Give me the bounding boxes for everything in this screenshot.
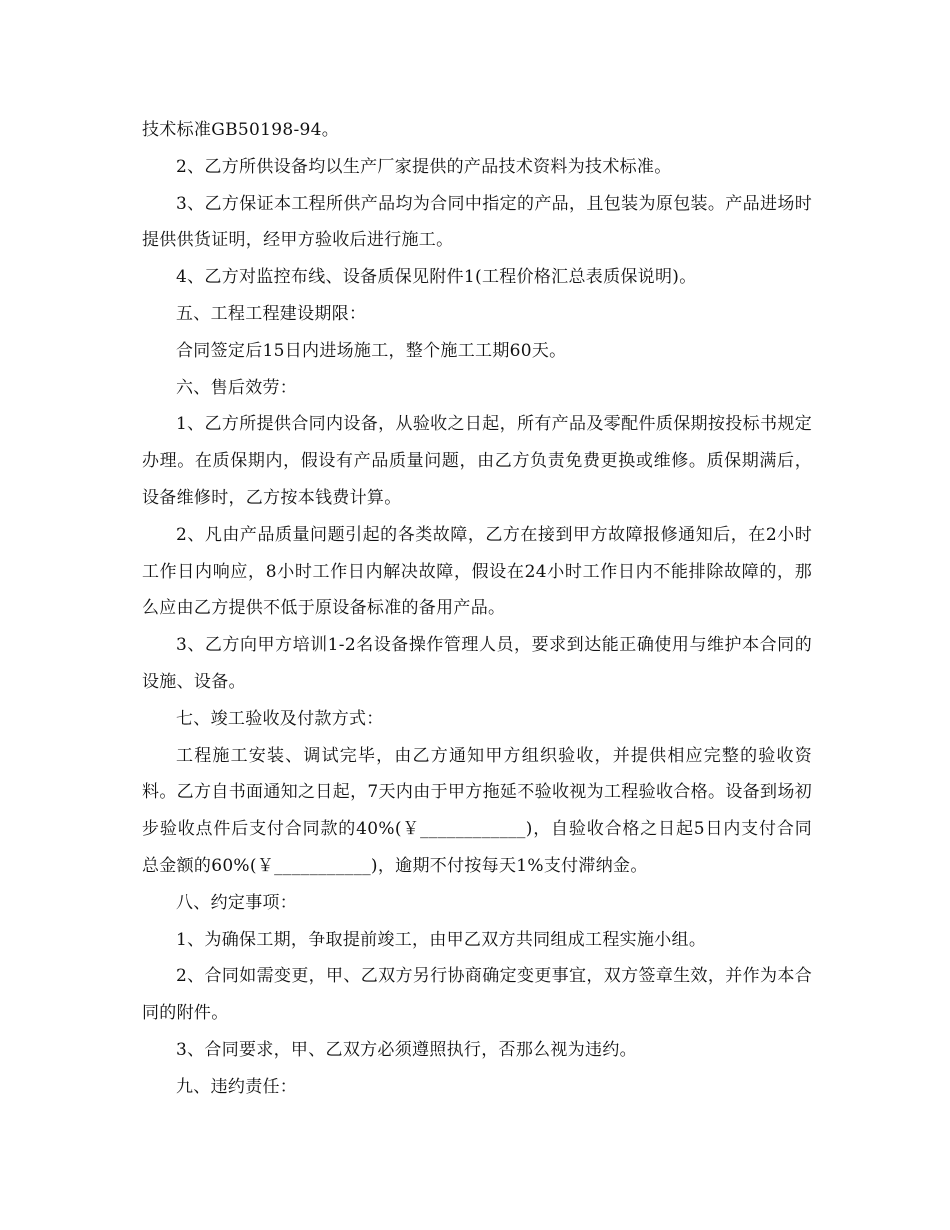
section-heading-8-agreed-matters: 八、约定事项： — [176, 892, 298, 913]
paragraph-after-sales-1: 1、乙方所提供合同内设备，从验收之日起，所有产品及零配件质保期按投标书规定办理。在质保期内，假设有产品质量问题，由乙方负责免费更换或维修。质保期满后，设备维修时，乙方按本钱费计算。 — [142, 414, 812, 508]
paragraph-agreed-matters-3: 3、合同要求，甲、乙双方必须遵照执行，否那么视为违约。 — [176, 1039, 637, 1060]
paragraph-clause-4-warranty: 4、乙方对监控布线、设备质保见附件1(工程价格汇总表质保说明)。 — [176, 267, 697, 288]
paragraph-clause-2-equipment-standard: 2、乙方所供设备均以生产厂家提供的产品技术资料为技术标准。 — [176, 156, 672, 177]
section-heading-9-liability: 九、违约责任： — [176, 1076, 298, 1097]
section-heading-5-construction-period: 五、工程工程建设期限： — [176, 303, 367, 324]
document-body — [142, 112, 812, 1106]
section-heading-7-acceptance-payment: 七、竣工验收及付款方式： — [176, 708, 384, 729]
paragraph-acceptance-payment: 工程施工安装、调试完毕，由乙方通知甲方组织验收，并提供相应完整的验收资料。乙方自书面通知之日起，7天内由于甲方拖延不验收视为工程验收合格。设备到场初步验收点件后支付合同款的40%(￥____________)，自验收合格之日起5日内支付合同总金额的60%(￥___________)，逾期不付按每天1%支付滞纳金。 — [142, 745, 812, 876]
paragraph-agreed-matters-2: 2、合同如需变更，甲、乙双方另行协商确定变更事宜，双方签章生效，并作为本合同的附件。 — [142, 966, 812, 1024]
paragraph-agreed-matters-1: 1、为确保工期，争取提前竣工，由甲乙双方共同组成工程实施小组。 — [176, 929, 707, 950]
paragraph-standard-continuation: 技术标准GB50198-94。 — [142, 120, 340, 140]
paragraph-construction-schedule: 合同签定后15日内进场施工，整个施工工期60天。 — [176, 340, 567, 361]
paragraph-after-sales-3: 3、乙方向甲方培训1-2名设备操作管理人员，要求到达能正确使用与维护本合同的设施、设备。 — [142, 635, 812, 692]
section-heading-6-after-sales: 六、售后效劳： — [176, 377, 298, 398]
paragraph-after-sales-2: 2、凡由产品质量问题引起的各类故障，乙方在接到甲方故障报修通知后，在2小时工作日内响应，8小时工作日内解决故障，假设在24小时工作日内不能排除故障的，那么应由乙方提供不低于原设备标准的备用产品。 — [142, 524, 812, 619]
paragraph-clause-3-product-guarantee: 3、乙方保证本工程所供产品均为合同中指定的产品，且包装为原包装。产品进场时提供供货证明，经甲方验收后进行施工。 — [142, 193, 812, 251]
